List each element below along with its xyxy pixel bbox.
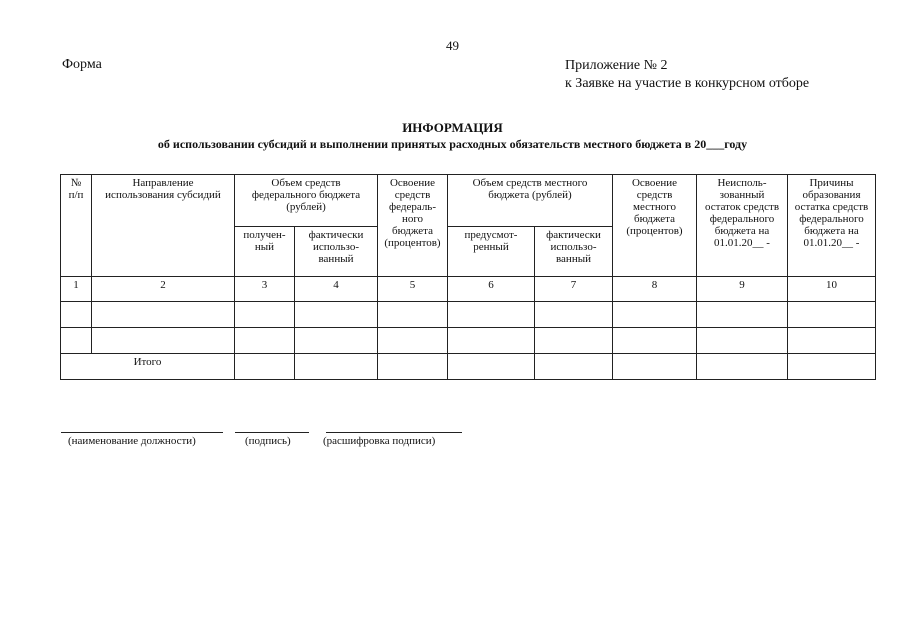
header-federal-volume: Объем средств федерального бюджета (рублей) [235, 175, 378, 227]
column-number: 10 [788, 277, 876, 302]
empty-cell [448, 328, 535, 354]
appendix-number: Приложение № 2 [565, 58, 668, 73]
empty-cell [788, 354, 876, 380]
header-federal-used: фактически использо- ванный [295, 227, 378, 277]
column-number: 2 [92, 277, 235, 302]
header-reasons: Причины образования остатка средств федерального бюджета на 01.01.20__ - [788, 175, 876, 277]
empty-cell [613, 354, 697, 380]
appendix-block [565, 57, 809, 93]
header-local-planned: предусмот- ренный [448, 227, 535, 277]
header-direction: Направление использования субсидий [92, 175, 235, 277]
table-row [61, 328, 876, 354]
empty-cell [295, 302, 378, 328]
column-number-row [61, 277, 876, 302]
information-table [60, 174, 876, 380]
column-number: 9 [697, 277, 788, 302]
appendix-reference: к Заявке на участие в конкурсном отборе [565, 76, 810, 91]
form-label: Форма [62, 57, 102, 72]
empty-cell [61, 302, 92, 328]
empty-cell [295, 328, 378, 354]
column-number: 6 [448, 277, 535, 302]
empty-cell [535, 328, 613, 354]
empty-cell [235, 302, 295, 328]
column-number: 3 [235, 277, 295, 302]
empty-cell [235, 354, 295, 380]
position-signature-line [61, 432, 223, 433]
empty-cell [613, 302, 697, 328]
decoding-signature-line [326, 432, 462, 433]
empty-cell [788, 328, 876, 354]
empty-cell [697, 328, 788, 354]
header-unused-balance: Неисполь- зованный остаток средств федерального бюджета на 01.01.20__ - [697, 175, 788, 277]
empty-cell [235, 328, 295, 354]
empty-cell [535, 302, 613, 328]
column-number: 8 [613, 277, 697, 302]
empty-cell [448, 302, 535, 328]
table-row [61, 302, 876, 328]
header-federal-mastering: Освоение средств федераль- ного бюджета (процентов) [378, 175, 448, 277]
signature-caption: (подпись) [245, 435, 291, 447]
empty-cell [295, 354, 378, 380]
column-number: 7 [535, 277, 613, 302]
empty-cell [613, 328, 697, 354]
column-number: 4 [295, 277, 378, 302]
total-row [61, 354, 876, 380]
empty-cell [378, 302, 448, 328]
empty-cell [92, 302, 235, 328]
total-label: Итого [61, 354, 235, 380]
header-federal-received: получен- ный [235, 227, 295, 277]
document-subtitle: об использовании субсидий и выполнении принятых расходных обязательств местного бюджета в 20___году [157, 137, 748, 151]
empty-cell [61, 328, 92, 354]
decoding-caption: (расшифровка подписи) [323, 435, 436, 447]
header-local-volume: Объем средств местного бюджета (рублей) [448, 175, 613, 227]
column-number: 5 [378, 277, 448, 302]
empty-cell [378, 354, 448, 380]
empty-cell [535, 354, 613, 380]
empty-cell [448, 354, 535, 380]
empty-cell [92, 328, 235, 354]
empty-cell [788, 302, 876, 328]
header-local-mastering: Освоение средств местного бюджета (процентов) [613, 175, 697, 277]
empty-cell [697, 354, 788, 380]
empty-cell [378, 328, 448, 354]
position-caption: (наименование должности) [68, 435, 196, 447]
header-local-used: фактически использо- ванный [535, 227, 613, 277]
column-number: 1 [61, 277, 92, 302]
header-number: № п/п [61, 175, 92, 277]
document-title: ИНФОРМАЦИЯ [402, 120, 503, 135]
empty-cell [697, 302, 788, 328]
signature-line [235, 432, 309, 433]
page-number: 49 [446, 38, 459, 53]
